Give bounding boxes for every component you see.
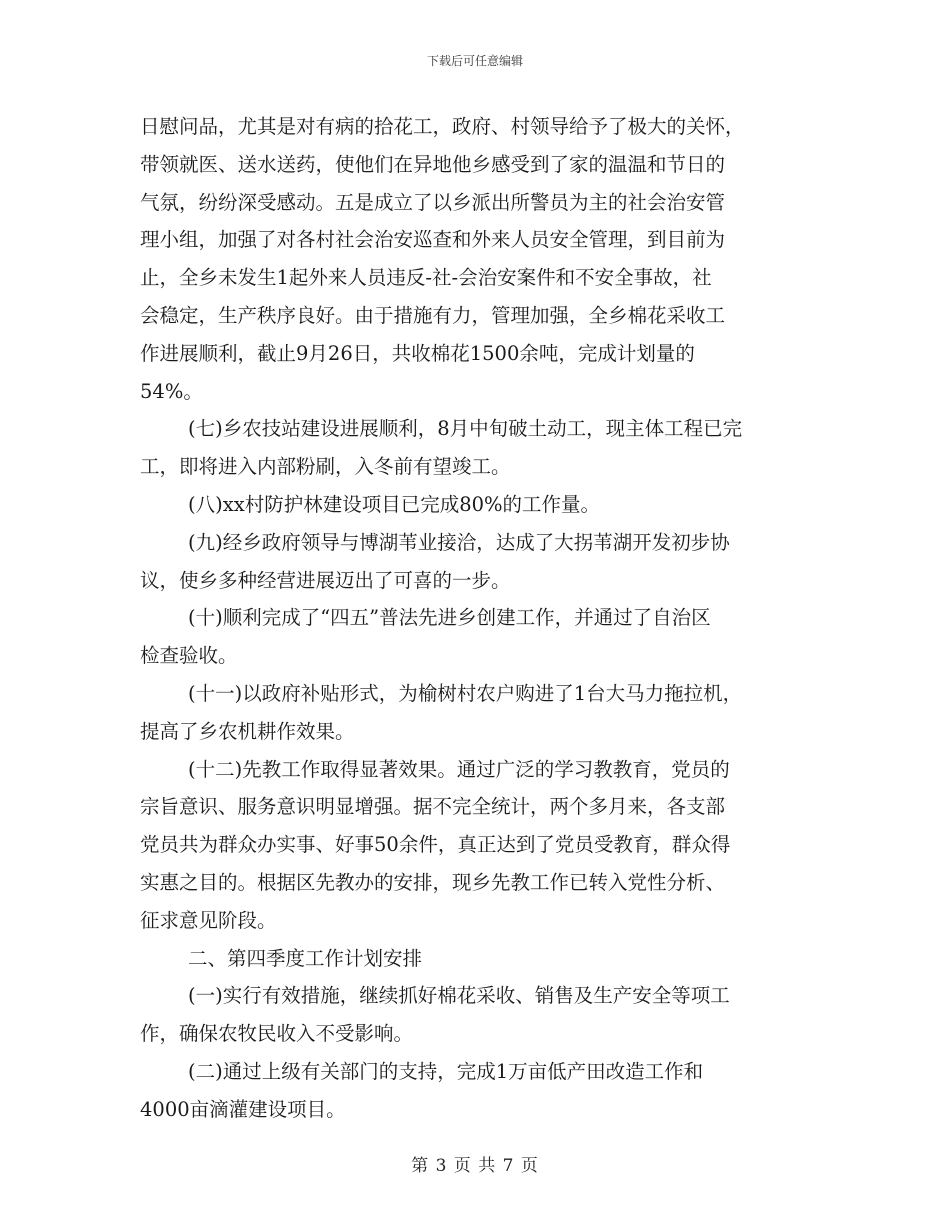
text-line: 检查验收。 <box>140 644 238 668</box>
document-body <box>140 108 820 1129</box>
text-line: 实惠之目的。根据区先教办的安排，现乡先教工作已转入党性分析、 <box>140 870 726 894</box>
text-line: 会稳定，生产秩序良好。由于措施有力，管理加强，全乡棉花采收工 <box>140 303 726 327</box>
text-line: 带领就医、送水送药，使他们在异地他乡感受到了家的温温和节日的 <box>140 152 726 176</box>
paragraph-start-line: (一)实行有效措施，继续抓好棉花采收、销售及生产安全等项工 <box>188 984 730 1008</box>
page-number-footer: 第 3 页 共 7 页 <box>411 1156 539 1176</box>
paragraph-start-line: (七)乡农技站建设进展顺利，8月中旬破土动工，现主体工程已完 <box>188 417 743 441</box>
paragraph-start-line: (十二)先教工作取得显著效果。通过广泛的学习教教育，党员的 <box>188 757 730 781</box>
text-line: 工，即将进入内部粉刷，入冬前有望竣工。 <box>140 455 511 479</box>
text-line: 提高了乡农机耕作效果。 <box>140 719 355 743</box>
text-line: 作进展顺利，截止9月26日，共收棉花1500余吨，完成计划量的 <box>140 341 695 365</box>
paragraph-start-line: (九)经乡政府领导与博湖苇业接洽，达成了大拐苇湖开发初步协 <box>188 530 730 554</box>
paragraph-start-line: (十一)以政府补贴形式，为榆树村农户购进了1台大马力拖拉机， <box>188 681 743 705</box>
text-line: 征求意见阶段。 <box>140 908 277 932</box>
text-line: 日慰问品，尤其是对有病的拾花工，政府、村领导给予了极大的关怀， <box>140 115 745 138</box>
text-line: 止，全乡未发生1起外来人员违反-社-会治安案件和不安全事故，社 <box>140 266 712 290</box>
text-line: 议，使乡多种经营进展迈出了可喜的一步。 <box>140 568 511 592</box>
page-header: 下载后可任意编辑 <box>426 54 523 68</box>
text-line: 党员共为群众办实事、好事50余件，真正达到了党员受教育，群众得 <box>140 833 731 857</box>
section-heading: 二、第四季度工作计划安排 <box>188 946 423 970</box>
paragraph-start-line: (十)顺利完成了“四五”普法先进乡创建工作，并通过了自治区 <box>188 606 711 630</box>
paragraph-start-line: (二)通过上级有关部门的支持，完成1万亩低产田改造工作和 <box>188 1059 704 1083</box>
text-line: 理小组，加强了对各村社会治安巡查和外来人员安全管理，到目前为 <box>140 228 726 252</box>
text-line: 气氛，纷纷深受感动。五是成立了以乡派出所警员为主的社会治安管 <box>140 190 726 214</box>
text-line: 作，确保农牧民收入不受影响。 <box>140 1022 414 1046</box>
text-line: 54%。 <box>140 379 203 403</box>
paragraph-start-line: (八)xx村防护林建设项目已完成80%的工作量。 <box>188 492 601 516</box>
text-line: 4000亩滴灌建设项目。 <box>140 1097 346 1121</box>
text-line: 宗旨意识、服务意识明显增强。据不完全统计，两个多月来，各支部 <box>140 795 726 819</box>
